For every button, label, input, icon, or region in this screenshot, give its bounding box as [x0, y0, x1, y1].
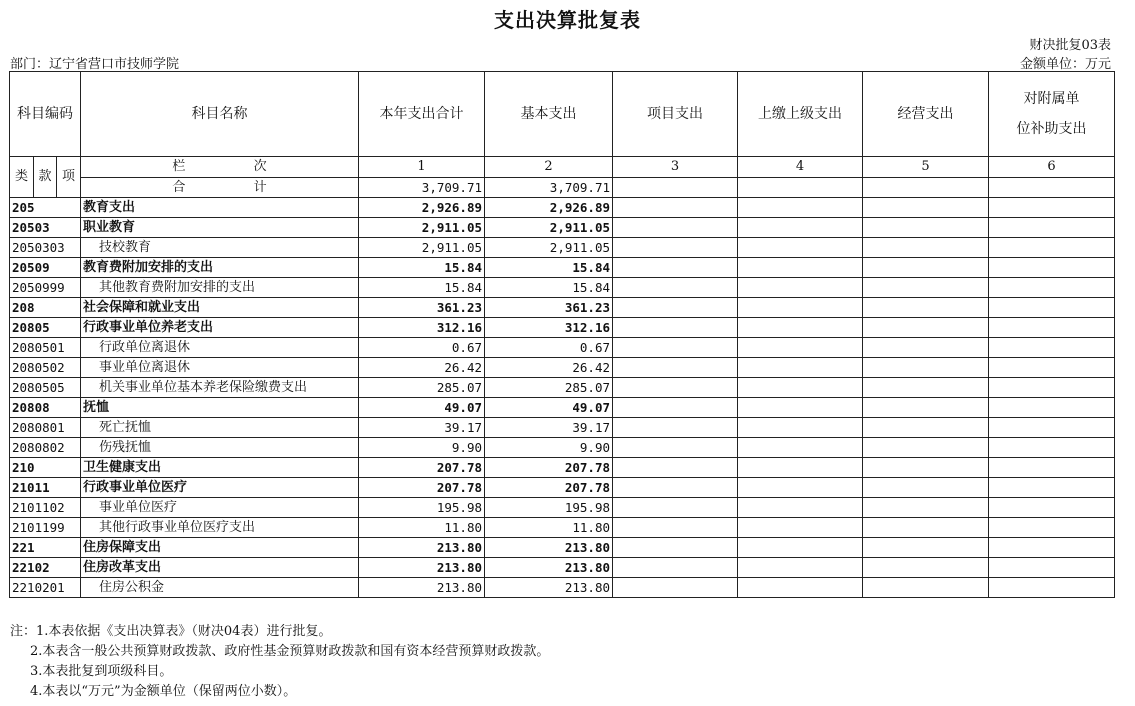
row-name: 住房保障支出 — [81, 538, 359, 558]
row-total: 2,911.05 — [359, 218, 485, 238]
row-empty-cell — [989, 358, 1115, 378]
row-name: 教育费附加安排的支出 — [81, 258, 359, 278]
row-total: 361.23 — [359, 298, 485, 318]
row-empty-cell — [989, 438, 1115, 458]
row-empty-cell — [989, 578, 1115, 598]
row-code: 210 — [10, 458, 81, 478]
row-basic: 361.23 — [485, 298, 613, 318]
total-row — [10, 178, 1115, 198]
expenditure-table-body — [9, 71, 1115, 598]
row-empty-cell — [738, 438, 863, 458]
row-empty-cell — [738, 258, 863, 278]
header-lei: 类 — [10, 157, 34, 198]
table-row — [10, 258, 1115, 278]
row-empty-cell — [989, 258, 1115, 278]
row-empty-cell — [738, 478, 863, 498]
row-empty-cell — [738, 398, 863, 418]
row-total: 312.16 — [359, 318, 485, 338]
row-name: 伤残抚恤 — [81, 438, 359, 458]
row-total: 195.98 — [359, 498, 485, 518]
row-empty-cell — [989, 478, 1115, 498]
row-empty-cell — [738, 198, 863, 218]
row-empty-cell — [863, 398, 989, 418]
row-empty-cell — [863, 338, 989, 358]
row-empty-cell — [613, 578, 738, 598]
row-basic: 213.80 — [485, 558, 613, 578]
row-basic: 312.16 — [485, 318, 613, 338]
row-empty-cell — [989, 498, 1115, 518]
row-total: 213.80 — [359, 558, 485, 578]
table-row — [10, 198, 1115, 218]
row-basic: 11.80 — [485, 518, 613, 538]
row-empty-cell — [738, 238, 863, 258]
table-row — [10, 538, 1115, 558]
row-empty-cell — [613, 238, 738, 258]
row-empty-cell — [863, 438, 989, 458]
department-label: 部门：辽宁省营口市技师学院 — [10, 57, 180, 72]
row-empty-cell — [613, 518, 738, 538]
row-code: 20805 — [10, 318, 81, 338]
header-upper: 上缴上级支出 — [738, 72, 863, 157]
table-row — [10, 358, 1115, 378]
row-code: 20503 — [10, 218, 81, 238]
table-row — [10, 338, 1115, 358]
row-empty-cell — [738, 538, 863, 558]
total-basic: 3,709.71 — [485, 178, 613, 198]
header-name: 科目名称 — [81, 72, 359, 157]
row-empty-cell — [863, 578, 989, 598]
row-basic: 0.67 — [485, 338, 613, 358]
row-code: 22102 — [10, 558, 81, 578]
row-code: 2101102 — [10, 498, 81, 518]
row-empty-cell — [738, 218, 863, 238]
row-empty-cell — [738, 458, 863, 478]
column-number-row — [10, 157, 1115, 178]
row-empty-cell — [989, 458, 1115, 478]
notes — [10, 622, 549, 702]
row-name: 住房公积金 — [81, 578, 359, 598]
row-empty-cell — [863, 458, 989, 478]
col-no-3: 3 — [613, 157, 738, 178]
row-empty-cell — [613, 258, 738, 278]
row-empty-cell — [989, 558, 1115, 578]
row-empty-cell — [613, 478, 738, 498]
header-business: 经营支出 — [863, 72, 989, 157]
header-code: 科目编码 — [10, 72, 81, 157]
row-code: 2080505 — [10, 378, 81, 398]
row-empty-cell — [613, 298, 738, 318]
row-empty-cell — [613, 278, 738, 298]
row-empty-cell — [863, 418, 989, 438]
table-row — [10, 298, 1115, 318]
row-name: 行政事业单位医疗 — [81, 478, 359, 498]
row-empty-cell — [989, 318, 1115, 338]
row-total: 285.07 — [359, 378, 485, 398]
row-basic: 2,926.89 — [485, 198, 613, 218]
row-empty-cell — [613, 498, 738, 518]
row-total: 15.84 — [359, 278, 485, 298]
row-name: 行政单位离退休 — [81, 338, 359, 358]
row-empty-cell — [863, 278, 989, 298]
header-project: 项目支出 — [613, 72, 738, 157]
row-total: 0.67 — [359, 338, 485, 358]
note-4: 4.本表以“万元”为金额单位（保留两位小数）。 — [30, 684, 297, 699]
row-name: 死亡抚恤 — [81, 418, 359, 438]
row-basic: 2,911.05 — [485, 238, 613, 258]
header-basic: 基本支出 — [485, 72, 613, 157]
row-empty-cell — [863, 238, 989, 258]
row-empty-cell — [738, 278, 863, 298]
table-row — [10, 238, 1115, 258]
table-row — [10, 578, 1115, 598]
row-code: 208 — [10, 298, 81, 318]
row-code: 2080802 — [10, 438, 81, 458]
row-empty-cell — [863, 478, 989, 498]
row-basic: 49.07 — [485, 398, 613, 418]
total-label-b: 计 — [253, 179, 267, 195]
row-empty-cell — [738, 318, 863, 338]
row-name: 技校教育 — [81, 238, 359, 258]
row-empty-cell — [738, 418, 863, 438]
col-no-4: 4 — [738, 157, 863, 178]
row-total: 39.17 — [359, 418, 485, 438]
row-total: 213.80 — [359, 578, 485, 598]
row-empty-cell — [613, 418, 738, 438]
row-basic: 15.84 — [485, 258, 613, 278]
row-empty-cell — [989, 238, 1115, 258]
table-row — [10, 458, 1115, 478]
row-empty-cell — [863, 498, 989, 518]
row-empty-cell — [613, 458, 738, 478]
row-empty-cell — [613, 438, 738, 458]
row-empty-cell — [989, 538, 1115, 558]
table-row — [10, 318, 1115, 338]
col-no-2: 2 — [485, 157, 613, 178]
row-empty-cell — [738, 558, 863, 578]
row-basic: 195.98 — [485, 498, 613, 518]
row-total: 2,926.89 — [359, 198, 485, 218]
row-empty-cell — [989, 338, 1115, 358]
form-code: 财决批复03表 — [1029, 38, 1111, 53]
row-empty-cell — [989, 518, 1115, 538]
row-name: 事业单位离退休 — [81, 358, 359, 378]
row-empty-cell — [989, 398, 1115, 418]
row-empty-cell — [863, 318, 989, 338]
row-empty-cell — [738, 298, 863, 318]
row-code: 2210201 — [10, 578, 81, 598]
table-row — [10, 378, 1115, 398]
row-name: 行政事业单位养老支出 — [81, 318, 359, 338]
total-label — [81, 178, 359, 198]
table-row — [10, 518, 1115, 538]
table-row — [10, 278, 1115, 298]
row-basic: 207.78 — [485, 458, 613, 478]
row-basic: 9.90 — [485, 438, 613, 458]
total-sum: 3,709.71 — [359, 178, 485, 198]
row-empty-cell — [863, 378, 989, 398]
row-basic: 2,911.05 — [485, 218, 613, 238]
table-row — [10, 558, 1115, 578]
row-code: 21011 — [10, 478, 81, 498]
row-code: 2080502 — [10, 358, 81, 378]
lanci-b: 次 — [253, 159, 267, 174]
table-row — [10, 218, 1115, 238]
row-empty-cell — [863, 198, 989, 218]
row-empty-cell — [738, 338, 863, 358]
row-basic: 213.80 — [485, 538, 613, 558]
row-basic: 285.07 — [485, 378, 613, 398]
row-empty-cell — [613, 218, 738, 238]
row-total: 207.78 — [359, 478, 485, 498]
total-label-a: 合 — [172, 179, 186, 195]
row-empty-cell — [738, 498, 863, 518]
row-code: 221 — [10, 538, 81, 558]
lanci-a: 栏 — [172, 159, 186, 174]
row-total: 49.07 — [359, 398, 485, 418]
row-name: 机关事业单位基本养老保险缴费支出 — [81, 378, 359, 398]
row-total: 15.84 — [359, 258, 485, 278]
row-empty-cell — [989, 218, 1115, 238]
col-no-6: 6 — [989, 157, 1115, 178]
row-empty-cell — [613, 538, 738, 558]
row-basic: 26.42 — [485, 358, 613, 378]
row-code: 2080801 — [10, 418, 81, 438]
row-empty-cell — [989, 278, 1115, 298]
row-empty-cell — [738, 518, 863, 538]
row-total: 9.90 — [359, 438, 485, 458]
row-empty-cell — [613, 198, 738, 218]
row-code: 2101199 — [10, 518, 81, 538]
note-2: 2.本表含一般公共预算财政拨款、政府性基金预算财政拨款和国有资本经营预算财政拨款。 — [30, 644, 550, 659]
row-code: 205 — [10, 198, 81, 218]
page-title: 支出决算批复表 — [494, 8, 641, 32]
row-empty-cell — [613, 358, 738, 378]
row-code: 2050999 — [10, 278, 81, 298]
row-empty-cell — [738, 358, 863, 378]
row-empty-cell — [863, 298, 989, 318]
row-empty-cell — [863, 538, 989, 558]
row-name: 事业单位医疗 — [81, 498, 359, 518]
table-row — [10, 498, 1115, 518]
row-empty-cell — [863, 358, 989, 378]
row-code: 20808 — [10, 398, 81, 418]
header-total: 本年支出合计 — [359, 72, 485, 157]
header-subsidy-line1: 对附属单 — [1023, 91, 1080, 107]
row-total: 11.80 — [359, 518, 485, 538]
header-kuan: 款 — [34, 157, 57, 198]
row-basic: 39.17 — [485, 418, 613, 438]
row-name: 教育支出 — [81, 198, 359, 218]
unit-label: 金额单位：万元 — [1019, 57, 1111, 72]
header-subsidy — [989, 72, 1115, 157]
table-row — [10, 478, 1115, 498]
row-empty-cell — [863, 518, 989, 538]
row-empty-cell — [863, 258, 989, 278]
row-empty-cell — [989, 298, 1115, 318]
row-empty-cell — [613, 558, 738, 578]
row-name: 社会保障和就业支出 — [81, 298, 359, 318]
row-total: 26.42 — [359, 358, 485, 378]
row-name: 抚恤 — [81, 398, 359, 418]
table-row — [10, 418, 1115, 438]
row-name: 职业教育 — [81, 218, 359, 238]
row-name: 卫生健康支出 — [81, 458, 359, 478]
header-row — [10, 72, 1115, 157]
row-empty-cell — [613, 398, 738, 418]
row-total: 2,911.05 — [359, 238, 485, 258]
col-no-1: 1 — [359, 157, 485, 178]
note-3: 3.本表批复到项级科目。 — [30, 664, 173, 679]
header-xiang: 项 — [57, 157, 81, 198]
row-empty-cell — [738, 578, 863, 598]
row-basic: 207.78 — [485, 478, 613, 498]
header-subsidy-line2: 位补助支出 — [1016, 121, 1087, 137]
row-code: 20509 — [10, 258, 81, 278]
row-code: 2080501 — [10, 338, 81, 358]
table-row — [10, 398, 1115, 418]
row-basic: 213.80 — [485, 578, 613, 598]
row-name: 住房改革支出 — [81, 558, 359, 578]
row-empty-cell — [613, 338, 738, 358]
row-name: 其他行政事业单位医疗支出 — [81, 518, 359, 538]
row-empty-cell — [989, 198, 1115, 218]
row-code: 2050303 — [10, 238, 81, 258]
row-total: 207.78 — [359, 458, 485, 478]
row-empty-cell — [989, 378, 1115, 398]
row-name: 其他教育费附加安排的支出 — [81, 278, 359, 298]
row-empty-cell — [863, 558, 989, 578]
lanci-label — [81, 157, 359, 178]
col-no-5: 5 — [863, 157, 989, 178]
note-1: 注：1.本表依据《支出决算表》（财决04表）进行批复。 — [10, 624, 332, 639]
row-empty-cell — [989, 418, 1115, 438]
row-empty-cell — [738, 378, 863, 398]
row-empty-cell — [613, 378, 738, 398]
row-basic: 15.84 — [485, 278, 613, 298]
table-row — [10, 438, 1115, 458]
row-empty-cell — [613, 318, 738, 338]
row-total: 213.80 — [359, 538, 485, 558]
row-empty-cell — [863, 218, 989, 238]
